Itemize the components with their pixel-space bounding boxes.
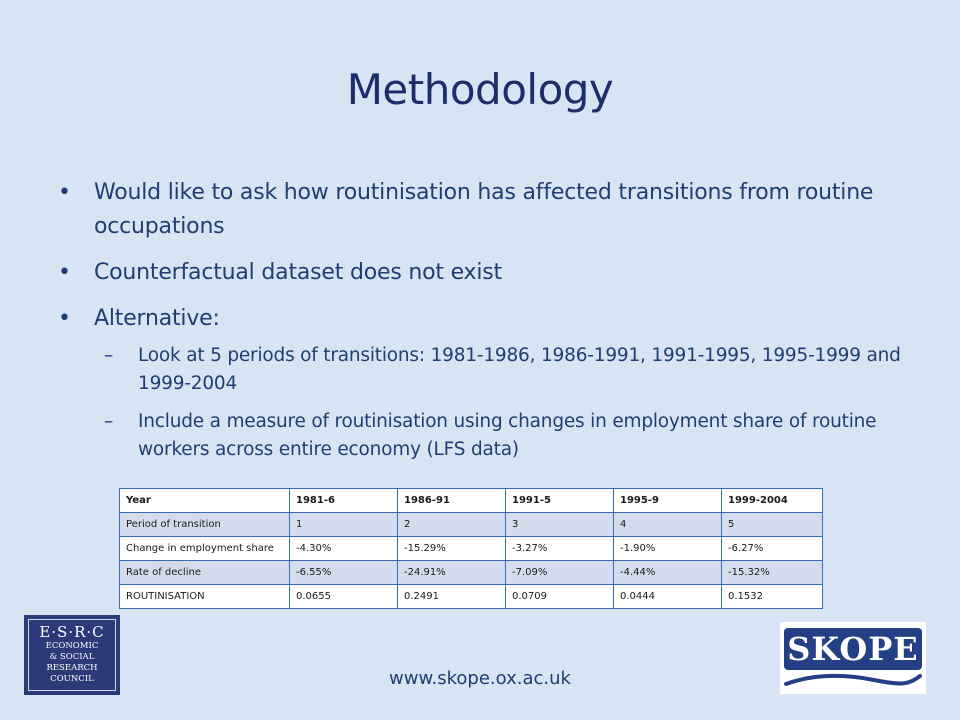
esrc-logo-line: & SOCIAL (49, 652, 95, 662)
table-cell: 4 (614, 513, 722, 537)
table-cell: 0.2491 (398, 585, 506, 609)
table-row (120, 561, 823, 585)
table-cell: 0.0709 (506, 585, 614, 609)
bullet-dot: • (58, 306, 71, 331)
skope-wave-icon (784, 672, 922, 690)
esrc-logo-line: ECONOMIC (45, 641, 99, 651)
skope-logo-word: SKOPE (784, 628, 922, 670)
table-cell: -7.09% (506, 561, 614, 585)
table-header-cell: 1995-9 (614, 489, 722, 513)
table-row (120, 585, 823, 609)
sub-bullet-item (56, 342, 916, 398)
sub-bullet-text: Include a measure of routinisation using changes in employment share of routine workers across entire economy (LFS data) (138, 411, 877, 460)
table-cell: -4.44% (614, 561, 722, 585)
table-header-cell: 1999-2004 (722, 489, 823, 513)
table-cell: -6.55% (290, 561, 398, 585)
table-cell: -3.27% (506, 537, 614, 561)
table-cell: 3 (506, 513, 614, 537)
skope-logo (780, 622, 926, 694)
table-header-cell: Year (120, 489, 290, 513)
sub-bullet-item (56, 408, 916, 464)
esrc-logo-line: COUNCIL (50, 674, 94, 684)
table-cell: -24.91% (398, 561, 506, 585)
table-cell: -4.30% (290, 537, 398, 561)
esrc-logo-line: RESEARCH (46, 663, 98, 673)
table-cell: 0.0655 (290, 585, 398, 609)
table-cell: Change in employment share (120, 537, 290, 561)
bullet-item (56, 302, 916, 336)
table-row (120, 537, 823, 561)
bullet-dot: • (58, 260, 71, 285)
table-header-cell: 1981-6 (290, 489, 398, 513)
table-cell: 5 (722, 513, 823, 537)
table-row (120, 513, 823, 537)
table-header-cell: 1991-5 (506, 489, 614, 513)
slide-content (56, 176, 916, 474)
bullet-item (56, 256, 916, 290)
bullet-text: Would like to ask how routinisation has affected transitions from routine occupations (94, 180, 874, 239)
table-cell: 2 (398, 513, 506, 537)
sub-bullet-text: Look at 5 periods of transitions: 1981-1986, 1986-1991, 1991-1995, 1995-1999 and 1999-2004 (138, 345, 901, 394)
table-cell: 0.1532 (722, 585, 823, 609)
table-header-row (120, 489, 823, 513)
table-cell: ROUTINISATION (120, 585, 290, 609)
bullet-dot: • (58, 180, 71, 205)
table-cell: -1.90% (614, 537, 722, 561)
table-cell: Period of transition (120, 513, 290, 537)
bullet-text: Counterfactual dataset does not exist (94, 260, 502, 285)
bullet-text: Alternative: (94, 306, 220, 331)
table-cell: 1 (290, 513, 398, 537)
esrc-logo-line: E·S·R·C (39, 623, 105, 641)
table-cell: -15.29% (398, 537, 506, 561)
footer-url: www.skope.ox.ac.uk (389, 668, 571, 689)
sub-bullet-dash: – (104, 345, 114, 366)
table-cell: -15.32% (722, 561, 823, 585)
slide-title: Methodology (346, 65, 614, 114)
table-cell: -6.27% (722, 537, 823, 561)
table-header-cell: 1986-91 (398, 489, 506, 513)
routinisation-table (119, 488, 823, 609)
table-cell: 0.0444 (614, 585, 722, 609)
bullet-item (56, 176, 916, 244)
table-cell: Rate of decline (120, 561, 290, 585)
sub-bullet-dash: – (104, 411, 114, 432)
